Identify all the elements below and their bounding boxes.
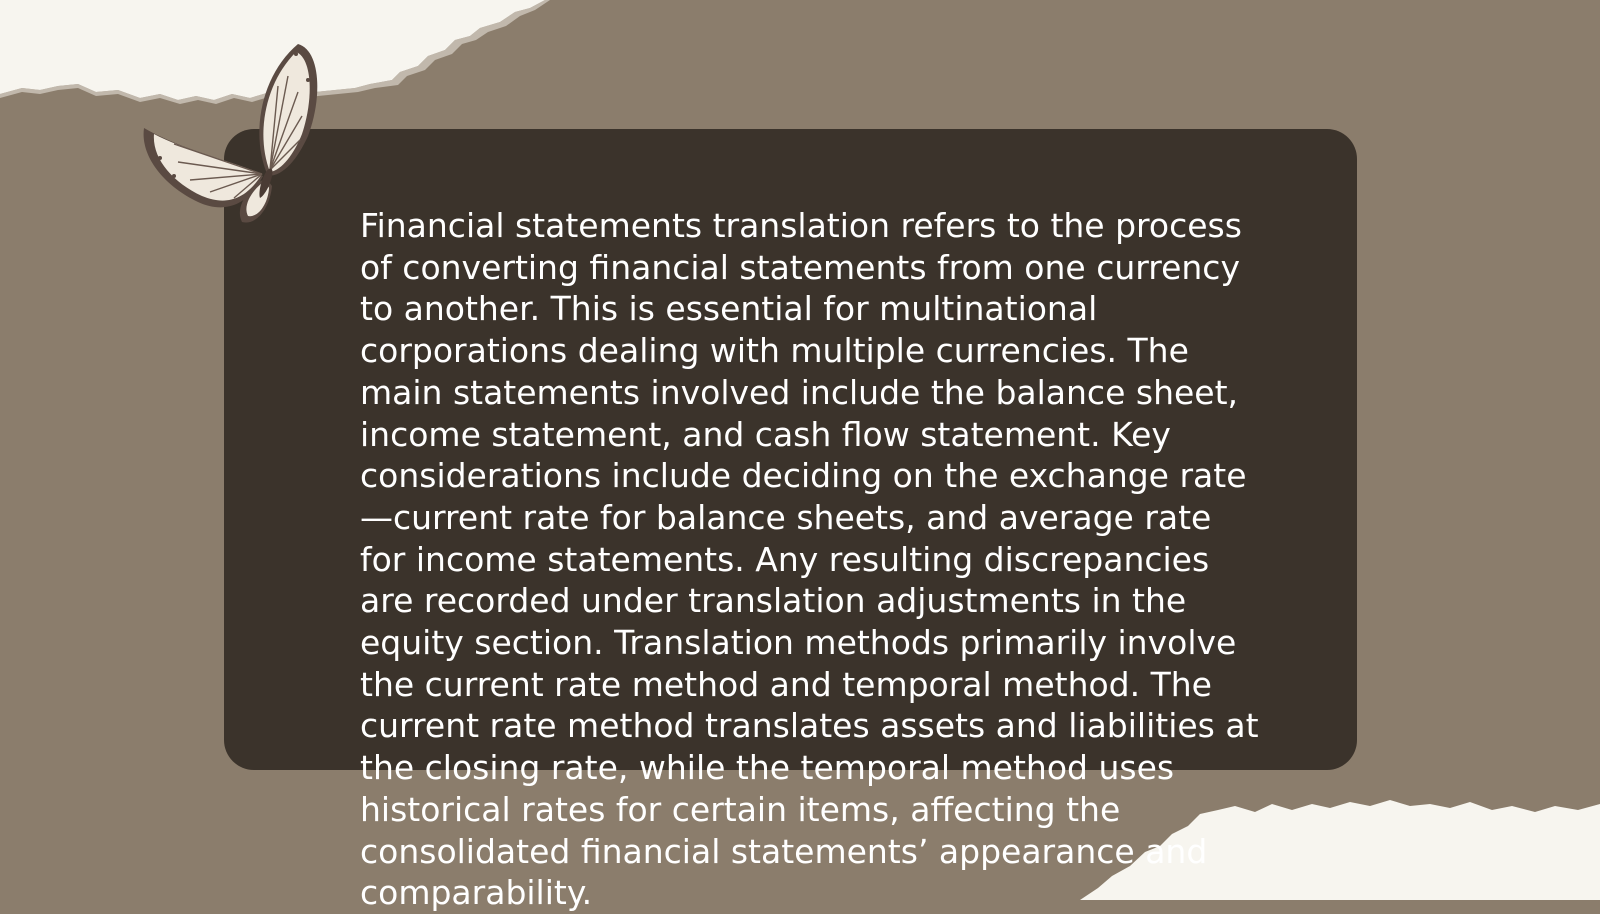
butterfly-icon <box>138 36 328 226</box>
body-paragraph: Financial statements translation refers to the process of converting financial statements from one currency to another. This is essential for multinational corporations dealing with multiple currencies. The main statements involved include the balance sheet, income statement, and cash flow statement. Key considerations include deciding on the exchange rate —current rate for balance sheets, and average rate for income statements. Any resulting discrepancies are recorded under translation adjustments in the equity section. Translation methods primarily involve the current rate method and temporal method. The current rate method translates assets and liabilities at the closing rate, while the temporal method uses historical rates for certain items, affecting the consolidated financial statements’ appearance and comparability. <box>360 206 1259 913</box>
